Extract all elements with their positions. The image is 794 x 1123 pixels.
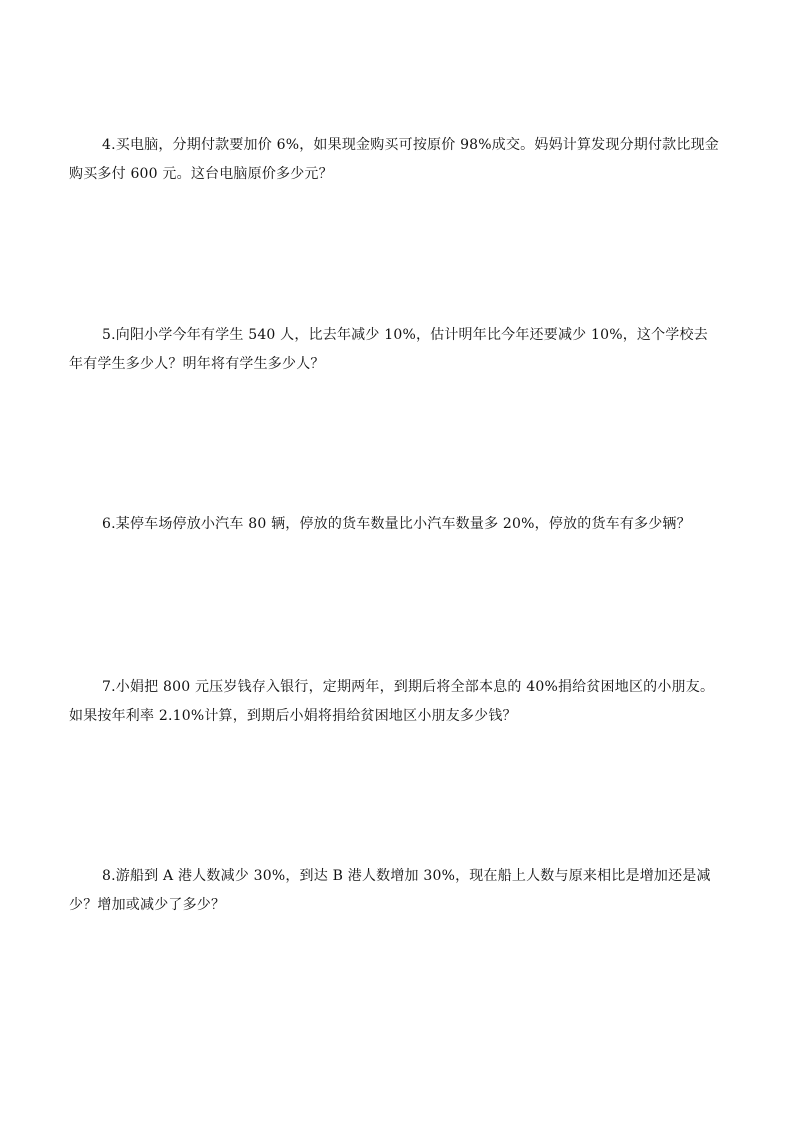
problem-7: 7.小娟把 800 元压岁钱存入银行，定期两年，到期后将全部本息的 40%捐给贫困地区的小朋友。如果按年利率 2.10%计算，到期后小娟将捐给贫困地区小朋友多少钱？ [69,679,715,724]
problem-8: 8.游船到 A 港人数减少 30%，到达 B 港人数增加 30%，现在船上人数与原来相比是增加还是减少？增加或减少了多少？ [69,868,711,913]
problem-6: 6.某停车场停放小汽车 80 辆，停放的货车数量比小汽车数量多 20%，停放的货车有多少辆？ [102,516,691,532]
problem-4: 4.买电脑，分期付款要加价 6%，如果现金购买可按原价 98%成交。妈妈计算发现分期付款比现金购买多付 600 元。这台电脑原价多少元？ [69,137,719,182]
problem-5: 5.向阳小学今年有学生 540 人，比去年减少 10%，估计明年比今年还要减少 10%，这个学校去年有学生多少人？明年将有学生多少人？ [69,327,708,372]
